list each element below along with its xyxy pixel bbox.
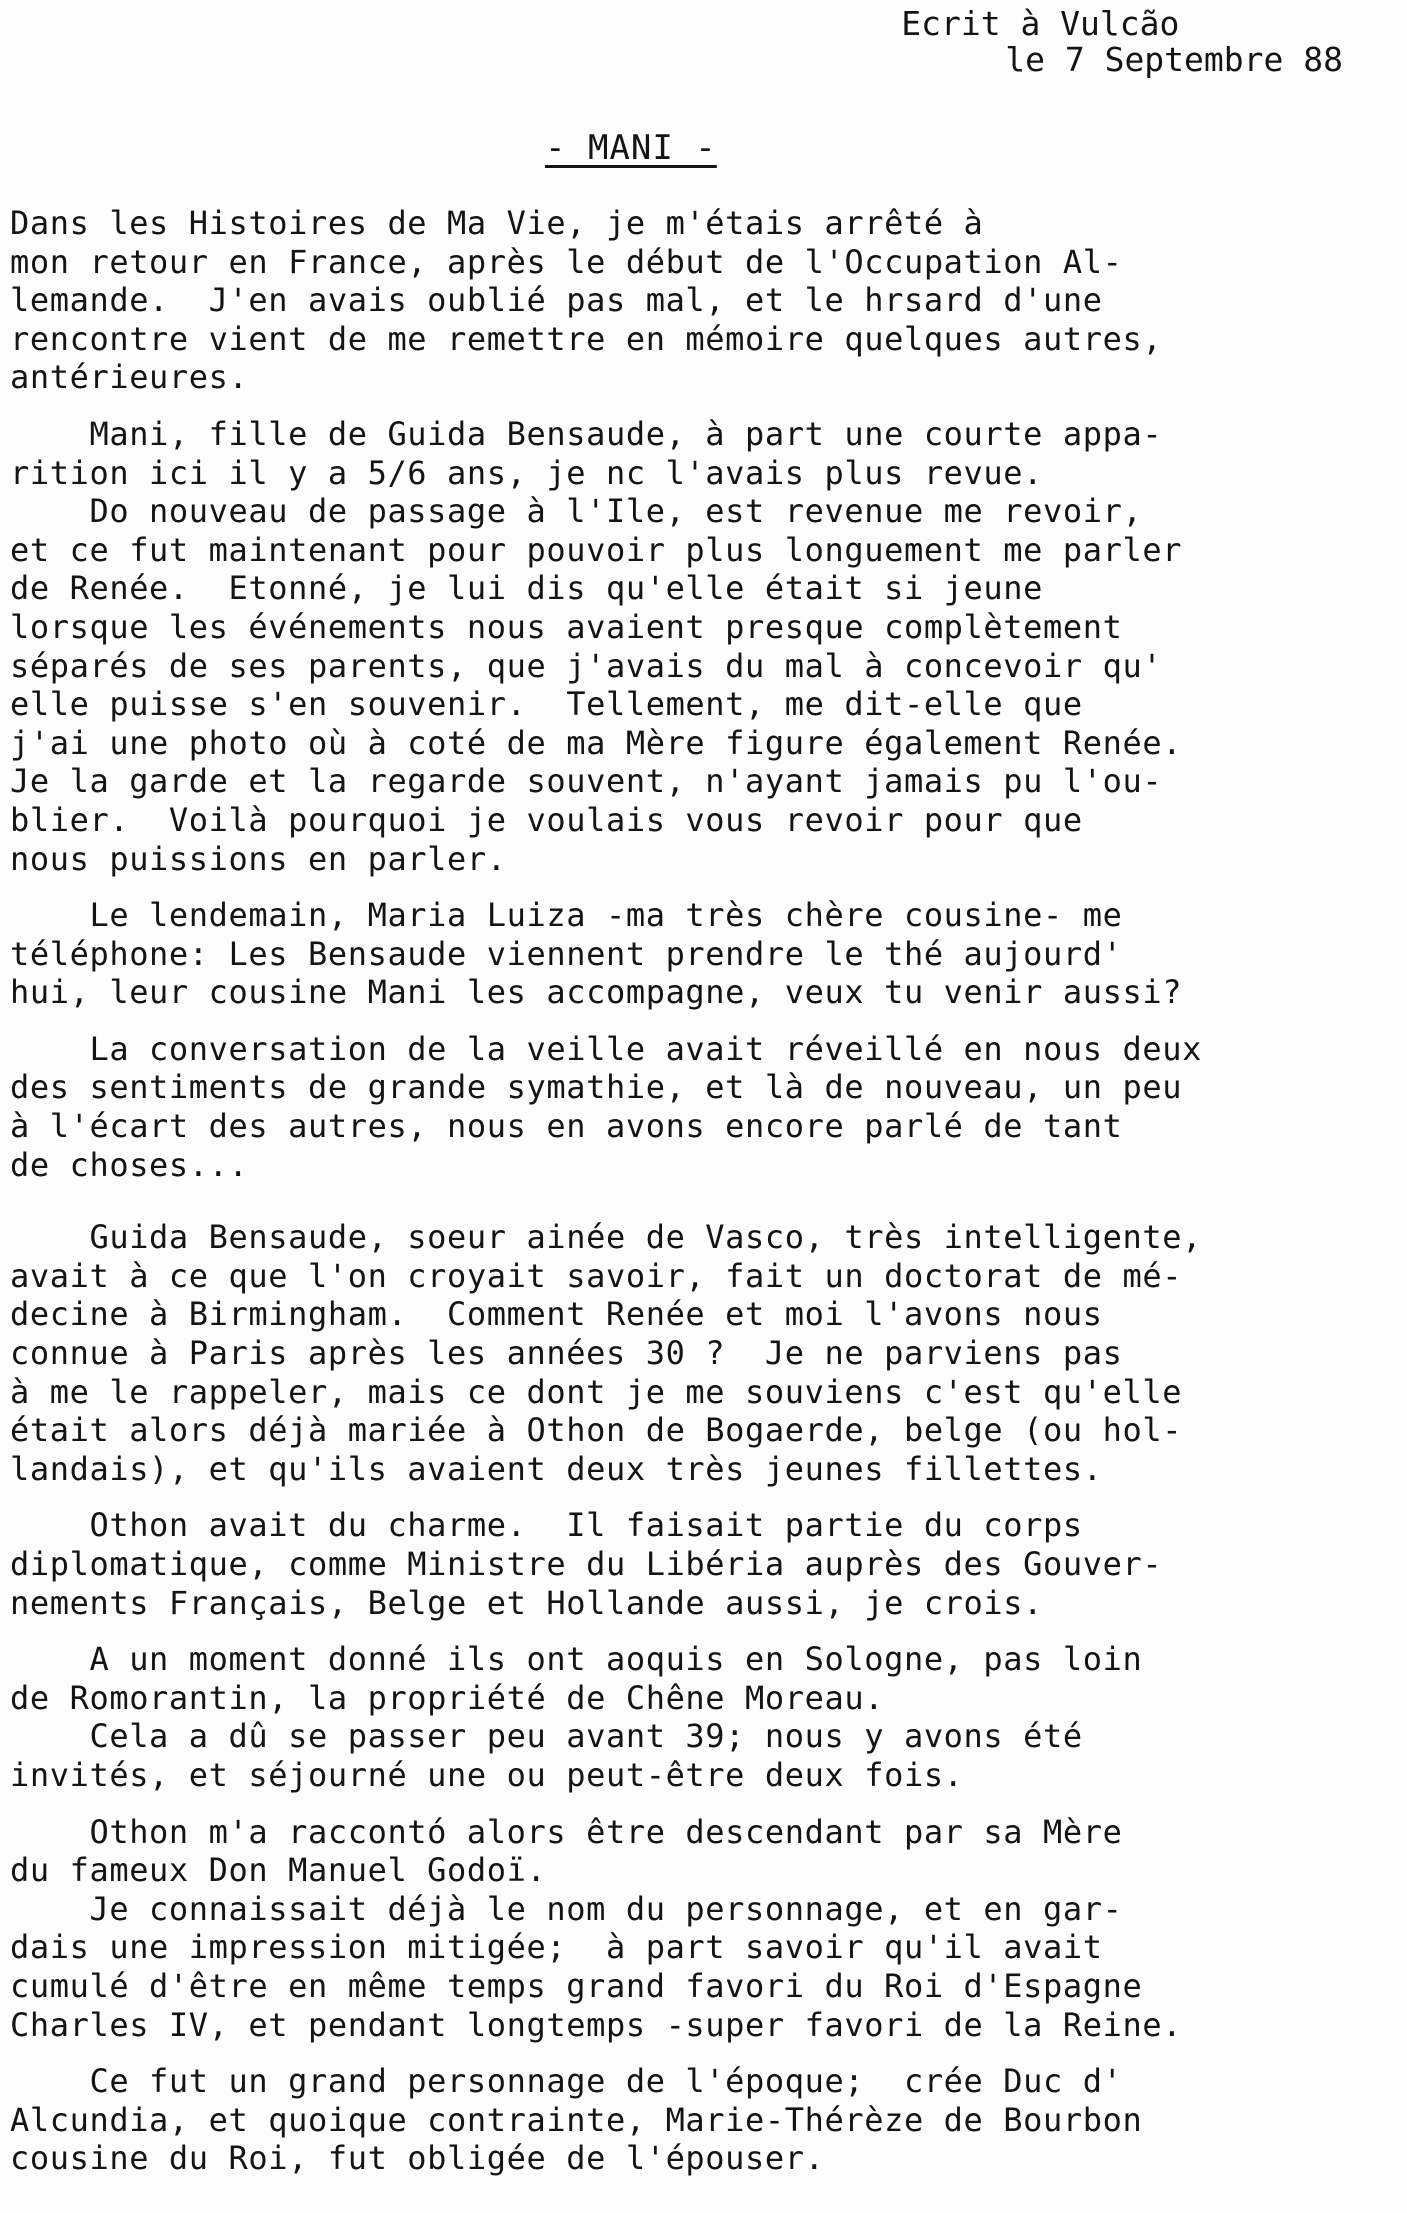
text-line: invités, et séjourné une ou peut-être deux fois. — [10, 1755, 964, 1794]
text-line: j'ai une photo où à coté de ma Mère figure également Renée. — [10, 723, 1183, 762]
paragraph-spacer — [10, 1012, 1398, 1030]
text-line: Dans les Histoires de Ma Vie, je m'étais arrêté à — [10, 204, 984, 242]
paragraph-spacer — [10, 1488, 1398, 1506]
text-line: Guida Bensaude, soeur ainée de Vasco, très intelligente, — [10, 1218, 1202, 1257]
text-line: Ce fut un grand personnage de l'époque; crée Duc d' — [10, 2062, 1123, 2101]
paragraph-spacer — [10, 878, 1398, 896]
text-line: Charles IV, et pendant longtemps -super favori de la Reine. — [10, 2005, 1183, 2044]
paragraph-spacer — [10, 1184, 1398, 1218]
text-line: de choses... — [10, 1145, 249, 1184]
paragraph — [10, 1813, 1398, 1890]
text-line: téléphone: Les Bensaude viennent prendre le thé aujourd' — [10, 934, 1123, 973]
paragraph — [10, 1890, 1398, 2044]
text-line: A un moment donné ils ont aoquis en Sologne, pas loin — [10, 1640, 1143, 1679]
text-line: cumulé d'être en même temps grand favori du Roi d'Espagne — [10, 1966, 1143, 2005]
text-line: blier. Voilà pourquoi je voulais vous revoir pour que — [10, 800, 1083, 839]
text-line: connue à Paris après les années 30 ? Je ne parviens pas — [10, 1334, 1123, 1373]
text-line: antérieures. — [10, 358, 249, 397]
letter-body — [10, 204, 1398, 2178]
text-line: nements Français, Belge et Hollande aussi, je crois. — [10, 1583, 1044, 1622]
text-line: lorsque les événements nous avaient presque complètement — [10, 607, 1123, 646]
text-line: Mani, fille de Guida Bensaude, à part une courte appa- — [10, 414, 1163, 453]
text-line: rencontre vient de me remettre en mémoire quelques autres, — [10, 319, 1163, 358]
text-line: mon retour en France, après le début de l'Occupation Al- — [10, 242, 1123, 281]
text-line: hui, leur cousine Mani les accompagne, veux tu venir aussi? — [10, 973, 1183, 1012]
text-line: à me le rappeler, mais ce dont je me souviens c'est qu'elle — [10, 1372, 1183, 1411]
text-line: de Renée. Etonné, je lui dis qu'elle était si jeune — [10, 569, 1044, 608]
paragraph — [10, 415, 1398, 492]
paragraph — [10, 204, 1398, 397]
text-line: cousine du Roi, fut obligée de l'épouser. — [10, 2139, 825, 2178]
paragraph — [10, 1506, 1398, 1622]
text-line: Le lendemain, Maria Luiza -ma très chère cousine- me — [10, 896, 1123, 935]
paragraph — [10, 1640, 1398, 1717]
text-line: dais une impression mitigée; à part savoir qu'il avait — [10, 1928, 1103, 1967]
paragraph — [10, 1717, 1398, 1794]
text-line: des sentiments de grande symathie, et là de nouveau, un peu — [10, 1068, 1183, 1107]
text-line: Do nouveau de passage à l'Ile, est revenue me revoir, — [10, 492, 1143, 531]
text-line: Othon m'a raccontó alors être descendant par sa Mère — [10, 1812, 1123, 1851]
paragraph-spacer — [10, 1622, 1398, 1640]
text-line: nous puissions en parler. — [10, 839, 507, 878]
paragraph — [10, 1218, 1398, 1488]
paragraph — [10, 1030, 1398, 1184]
paragraph-spacer — [10, 2044, 1398, 2062]
text-line: elle puisse s'en souvenir. Tellement, me dit-elle que — [10, 685, 1083, 724]
text-line: était alors déjà mariée à Othon de Bogaerde, belge (ou hol- — [10, 1411, 1183, 1450]
text-line: Je la garde et la regarde souvent, n'ayant jamais pu l'ou- — [10, 762, 1163, 801]
paragraph — [10, 492, 1398, 878]
text-line: du fameux Don Manuel Godoï. — [10, 1851, 547, 1890]
text-line: à l'écart des autres, nous en avons encore parlé de tant — [10, 1107, 1123, 1146]
text-line: Je connaissait déjà le nom du personnage, et en gar- — [10, 1889, 1123, 1928]
paragraph-spacer — [10, 397, 1398, 415]
text-line: lemande. J'en avais oublié pas mal, et le hrsard d'une — [10, 281, 1103, 320]
text-line: decine à Birmingham. Comment Renée et moi l'avons nous — [10, 1295, 1103, 1334]
text-line: diplomatique, comme Ministre du Libéria auprès des Gouver- — [10, 1545, 1163, 1583]
paragraph-spacer — [10, 1795, 1398, 1813]
document-title: - MANI - — [545, 128, 717, 168]
text-line: de Romorantin, la propriété de Chêne Moreau. — [10, 1678, 885, 1717]
paragraph — [10, 896, 1398, 1012]
text-line: et ce fut maintenant pour pouvoir plus longuement me parler — [10, 530, 1183, 569]
header-place: Ecrit à Vulcão — [901, 4, 1180, 43]
text-line: rition ici il y a 5/6 ans, je nc l'avais plus revue. — [10, 453, 1044, 492]
text-line: Cela a dû se passer peu avant 39; nous y avons été — [10, 1717, 1083, 1756]
header-date: le 7 Septembre 88 — [1005, 40, 1343, 79]
text-line: séparés de ses parents, que j'avais du mal à concevoir qu' — [10, 646, 1163, 685]
text-line: landais), et qu'ils avaient deux très jeunes fillettes. — [10, 1449, 1103, 1488]
paragraph — [10, 2062, 1398, 2178]
text-line: Othon avait du charme. Il faisait partie du corps — [10, 1506, 1083, 1545]
letter-header — [901, 6, 1343, 78]
text-line: Alcundia, et quoique contrainte, Marie-Thérèze de Bourbon — [10, 2100, 1143, 2139]
text-line: avait à ce que l'on croyait savoir, fait un doctorat de mé- — [10, 1256, 1183, 1295]
text-line: La conversation de la veille avait réveillé en nous deux — [10, 1029, 1202, 1068]
